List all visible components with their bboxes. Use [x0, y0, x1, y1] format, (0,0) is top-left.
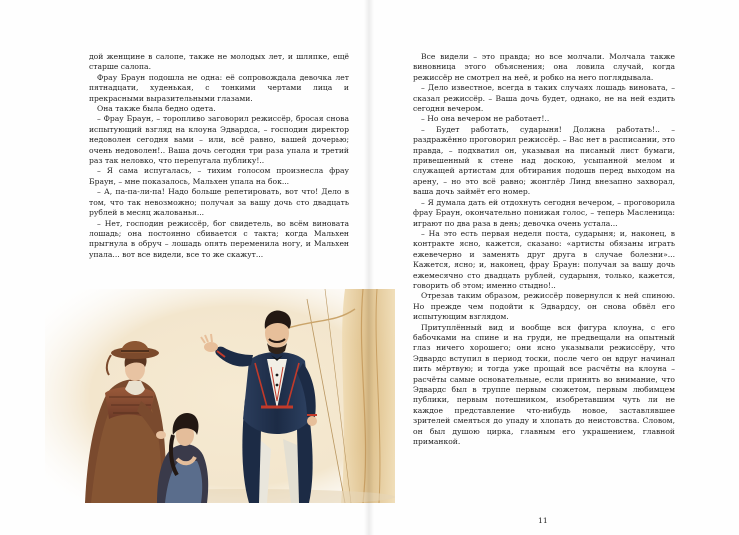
- paragraph: – На это есть первая неделя поста, сударыня; и, наконец, в контракте ясно, кажется, сказано: «артисты обязаны играть ежевечерно и заменять друг друга в случае болезни»... Кажется, ясно; и, наконец, фрау Браун: получая за вашу дочь ежемесячно сто двадцать рублей, сударыня, только, кажется, говорить об этом; именно стыдно!..: [413, 228, 675, 290]
- right-page-text: [413, 52, 675, 447]
- paragraph: – Я сама испугалась, – тихим голосом произнесла фрау Браун, – мне показалось, Мальхен упала на бок...: [89, 166, 349, 186]
- paragraph: – А, па-па-ли-па! Надо больше репетировать, вот что! Дело в том, что так невозможно; получая за вашу дочь сто двадцать рублей в месяц жалованья...: [89, 187, 349, 218]
- paragraph: – Нет, господин режиссёр, бог свидетель, во всём виновата лошадь; она постоянно сбивается с такта; когда Мальхен прыгнула в обруч – лошадь опять переменила ногу, и Мальхен упала... вот все видели, все то же скажут...: [89, 218, 349, 259]
- left-page-text: [89, 52, 349, 260]
- paragraph: – Фрау Браун, – торопливо заговорил режиссёр, бросая снова испытующий взгляд на клоуна Эдвардса, – господин директор недоволен сегодня вами – или, всё равно, вашей дочерью; очень недоволен!.. Ваша дочь сегодня три раза упала и третий раз так неловко, что перепугала публику!..: [89, 114, 349, 166]
- paragraph: дой женщине в салопе, также не молодых лет, и шляпке, ещё старше салопа.: [89, 52, 349, 72]
- page-number: 11: [538, 516, 548, 525]
- paragraph: – Дело известное, всегда в таких случаях лошадь виновата, – сказал режиссёр. – Ваша дочь будет, однако, не на ней ездить сегодня вечером.: [413, 83, 675, 114]
- left-page: [0, 0, 369, 535]
- paragraph: – Я думала дать ей отдохнуть сегодня вечером, – проговорила фрау Браун, окончательно понижая голос, – теперь Масленица: играют по два раза в день; девочка очень устала...: [413, 197, 675, 228]
- paragraph: Отрезав таким образом, режиссёр повернулся к ней спиною. Но прежде чем подойти к Эдвардсу, он снова обвёл его испытующим взглядом.: [413, 291, 675, 322]
- paragraph: Притуплённый вид и вообще вся фигура клоуна, с его бабочками на спине и на груди, не предвещали на опытный глаз ничего хорошего; они ясно указывали режиссёру, что Эдвардс вступил в период тоски, после чего он вдруг начинал пить мёртвую; и тогда уже прощай все расчёты на клоуна – расчёты самые основательные, если принять во внимание, что Эдвардс был в труппе первым сюжетом, первым любимцем публики, первым потешником, изобретавшим чуть ли не каждое представление что-нибудь новое, заставлявшее зрителей смеяться до упаду и хлопать до неистовства. Словом, он был душою цирка, главным его украшением, главной приманкой.: [413, 322, 675, 447]
- circus-scene-illustration: [45, 289, 395, 503]
- paragraph: Она также была бедно одета.: [97, 104, 216, 114]
- right-page: [369, 0, 739, 535]
- paragraph: Все видели – это правда; но все молчали. Молчала также виновница этого объяснения; она ловила случай, когда режиссёр не смотрел на неё, и робко на него поглядывала.: [413, 52, 675, 82]
- paragraph: – Но она вечером не работает!..: [421, 114, 550, 124]
- paragraph: Фрау Браун подошла не одна: её сопровождала девочка лет пятнадцати, худенькая, с тонкими чертами лица и прекрасными выразительными глазами.: [89, 72, 349, 103]
- paragraph: – Будет работать, сударыня! Должна работать!.. – раздражённо проговорил режиссёр. – Вас нет в расписании, это правда, – подхватил он, указывая на писаный лист бумаги, привешенный к стене над доскою, усыпанной мелом и служащей артистам для обтирания подошв перед выходом на арену, – но это всё равно; жонглёр Линд внезапно захворал, ваша дочь займёт его номер.: [413, 124, 675, 197]
